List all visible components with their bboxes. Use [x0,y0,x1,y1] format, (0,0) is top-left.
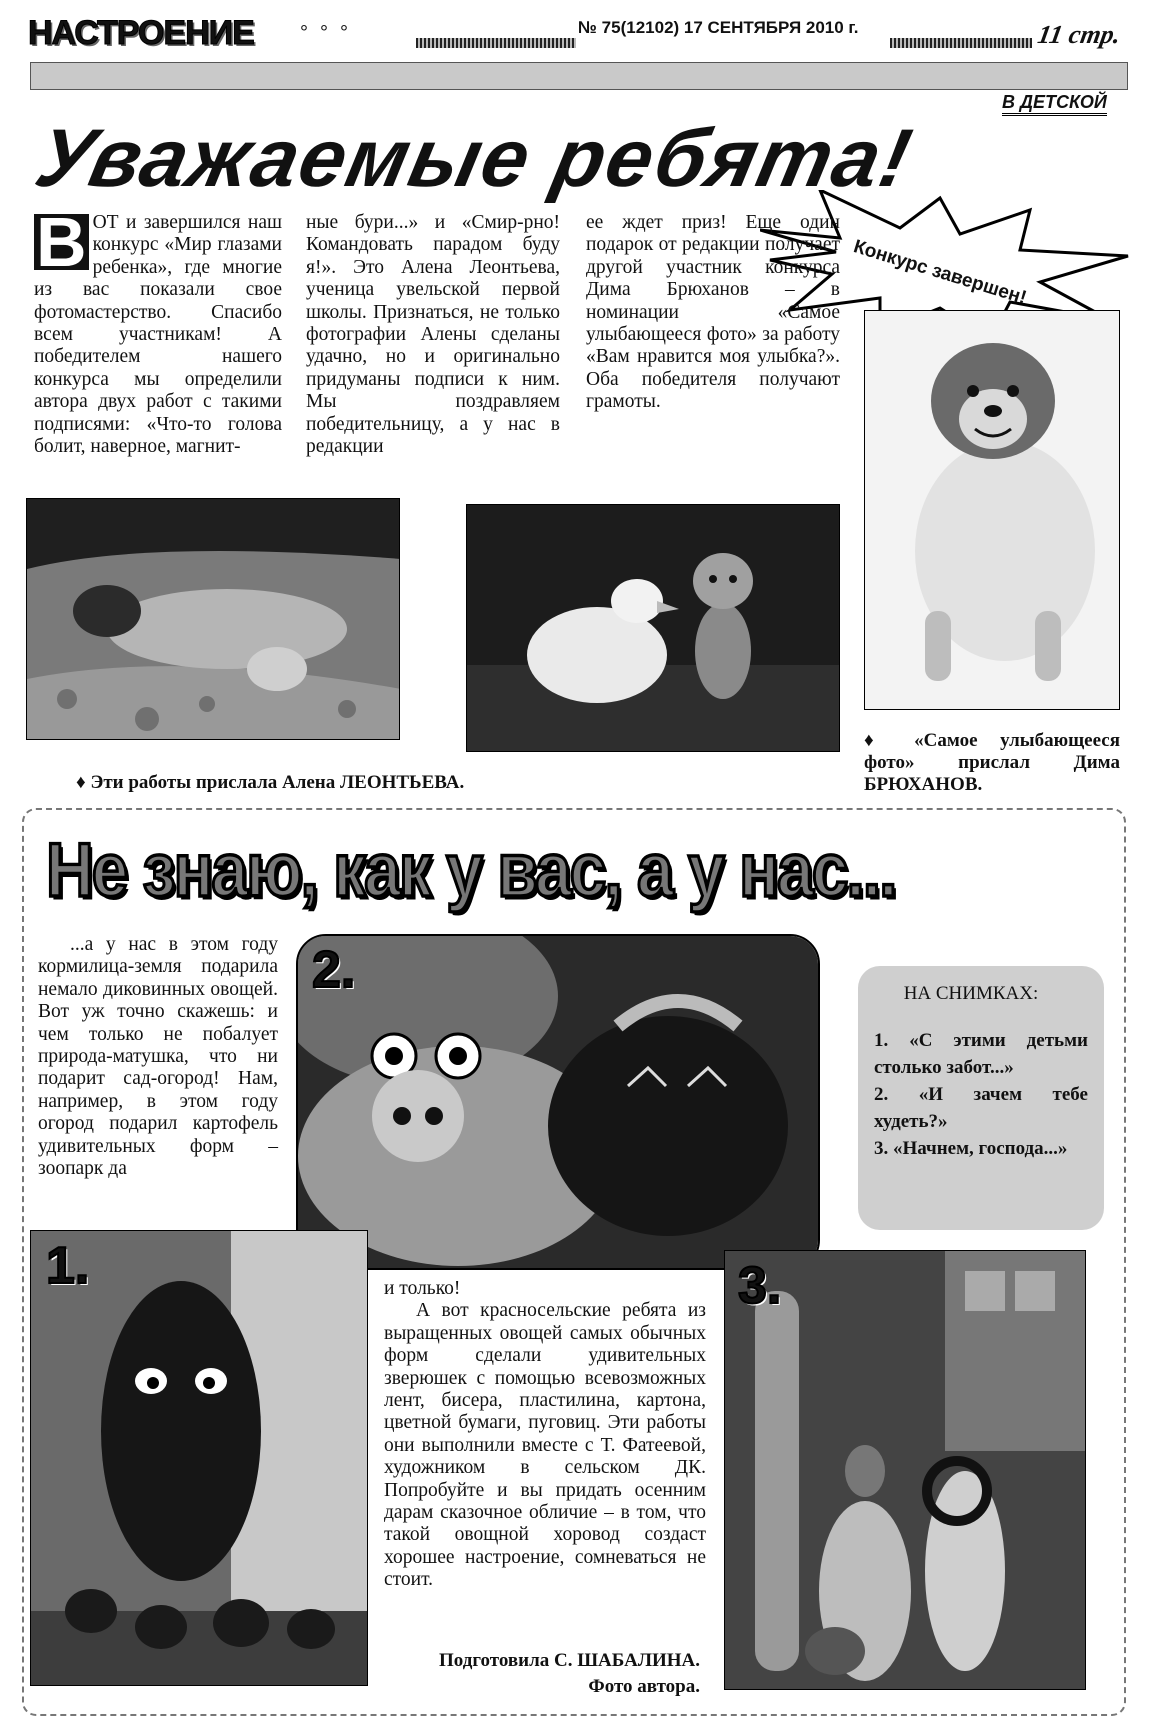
drop-cap: В [36,203,87,281]
sleeping-cat-image [27,499,400,740]
photo-number-1: 1. [46,1237,90,1295]
article2-signature-block [384,1648,700,1700]
photo-smiling-dog [864,310,1120,710]
photo-1-eggplant [30,1230,368,1686]
chick-kitten-image [467,505,840,752]
zucchini-image [725,1251,1086,1690]
masthead-dots: °°° [300,22,360,44]
article2-intro-text: ...а у нас в этом году кормилица-земля подарила немало диковинных овощей. Вот уж точно скажешь: и чем только не побалует природа-матушка, что ни подарит сад-огород! Нам, например, в этом году огород подарил картофель удивительных форм – зоопарк да [38,934,278,1180]
captions-box-item-1: 1. «С этими детьми столько забот...» [874,1030,1088,1078]
newspaper-masthead: НАСТРОЕНИЕ [28,14,254,52]
issue-info: № 75(12102) 17 СЕНТЯБРЯ 2010 г. [578,18,859,37]
photo-sleeping-cat [26,498,400,740]
photo-3-zucchini [724,1250,1086,1690]
photo-chick-and-kitten [466,504,840,752]
article1-column-2: ные бури...» и «Смир-рно! Командовать парадом буду я!». Это Алена Леонтьева, ученица увельской первой школы. Признаться, не только фотографии Алены сделаны удачно, но и оригинально придуманы подписи к ним. Мы поздравляем победительницу, а у нас в редакции [306,212,560,458]
article1-column-1-text: ОТ и завершился наш конкурс «Мир глазами ребенка», где многие из вас показали свое фотомастерство. Спасибо всем участникам! А победителем нашего конкурса мы определили автора двух работ с такими подписями: «Что-то голова болит, наверное, магнит- [34,212,282,458]
eggplant-image [31,1231,368,1686]
continuation-first-line: и только! [384,1278,461,1299]
photo-number-3: 3. [738,1257,782,1315]
captions-box-item-2: 2. «И зачем тебе худеть?» [874,1084,1088,1132]
continuation-text: А вот красносельские ребята из выращенных овощей самых обычных форм сделали удивительных зверюшек с помощью всевозможных лент, бисера, пластилина, картона, цветной бумаги, пуговиц. Эти работы они выполнили вместе с Т. Фатеевой, художником в сельском ДК. Попробуйте и вы придать осенним дарам сказочное обличие – в том, что такой овощной хоровод создаст хорошее настроение, сомневаться не стоит. [384,1300,706,1591]
caption-leontieva: ♦ Эти работы прислала Алена ЛЕОНТЬЕВА. [76,772,465,793]
captions-box-title: НА СНИМКАХ: [903,983,1039,1004]
article1-column-1 [34,203,282,458]
caption-bryukhanov: ♦ «Самое улыбающееся фото» прислал Дима БРЮХАНОВ. [864,730,1120,795]
pig-vegetable-image [298,936,820,1270]
header-rule-right [890,38,1032,48]
smiling-dog-image [865,311,1120,710]
header-rule-left [416,38,576,48]
photo-2-pig-vegetable [296,934,820,1270]
contest-finished-label: Конкурс завершен! [850,236,1029,309]
header-band [30,62,1128,90]
article2-continuation [384,1278,706,1592]
captions-box-item-3: 3. «Начнем, господа...» [874,1138,1068,1159]
article2-headline: Не знаю, как у вас, а у нас... [46,827,896,913]
photo-credit: Фото автора. [588,1676,700,1697]
author-signature: Подготовила С. ШАБАЛИНА. [439,1650,700,1671]
article1-column-3: ее ждет приз! Еще один подарок от редакции получает другой участник конкурса Дима Брюханов – в номинации «Самое улыбающееся фото» за работу «Вам нравится моя улыбка?». Оба победителя получают грамоты. [586,212,840,413]
page-number: 11 стр. [1035,20,1123,49]
section-rubric: В ДЕТСКОЙ [1002,92,1107,116]
photo-number-2: 2. [312,941,356,999]
article1-headline: Уважаемые ребята! [28,113,921,204]
photo-captions-box [858,966,1104,1230]
